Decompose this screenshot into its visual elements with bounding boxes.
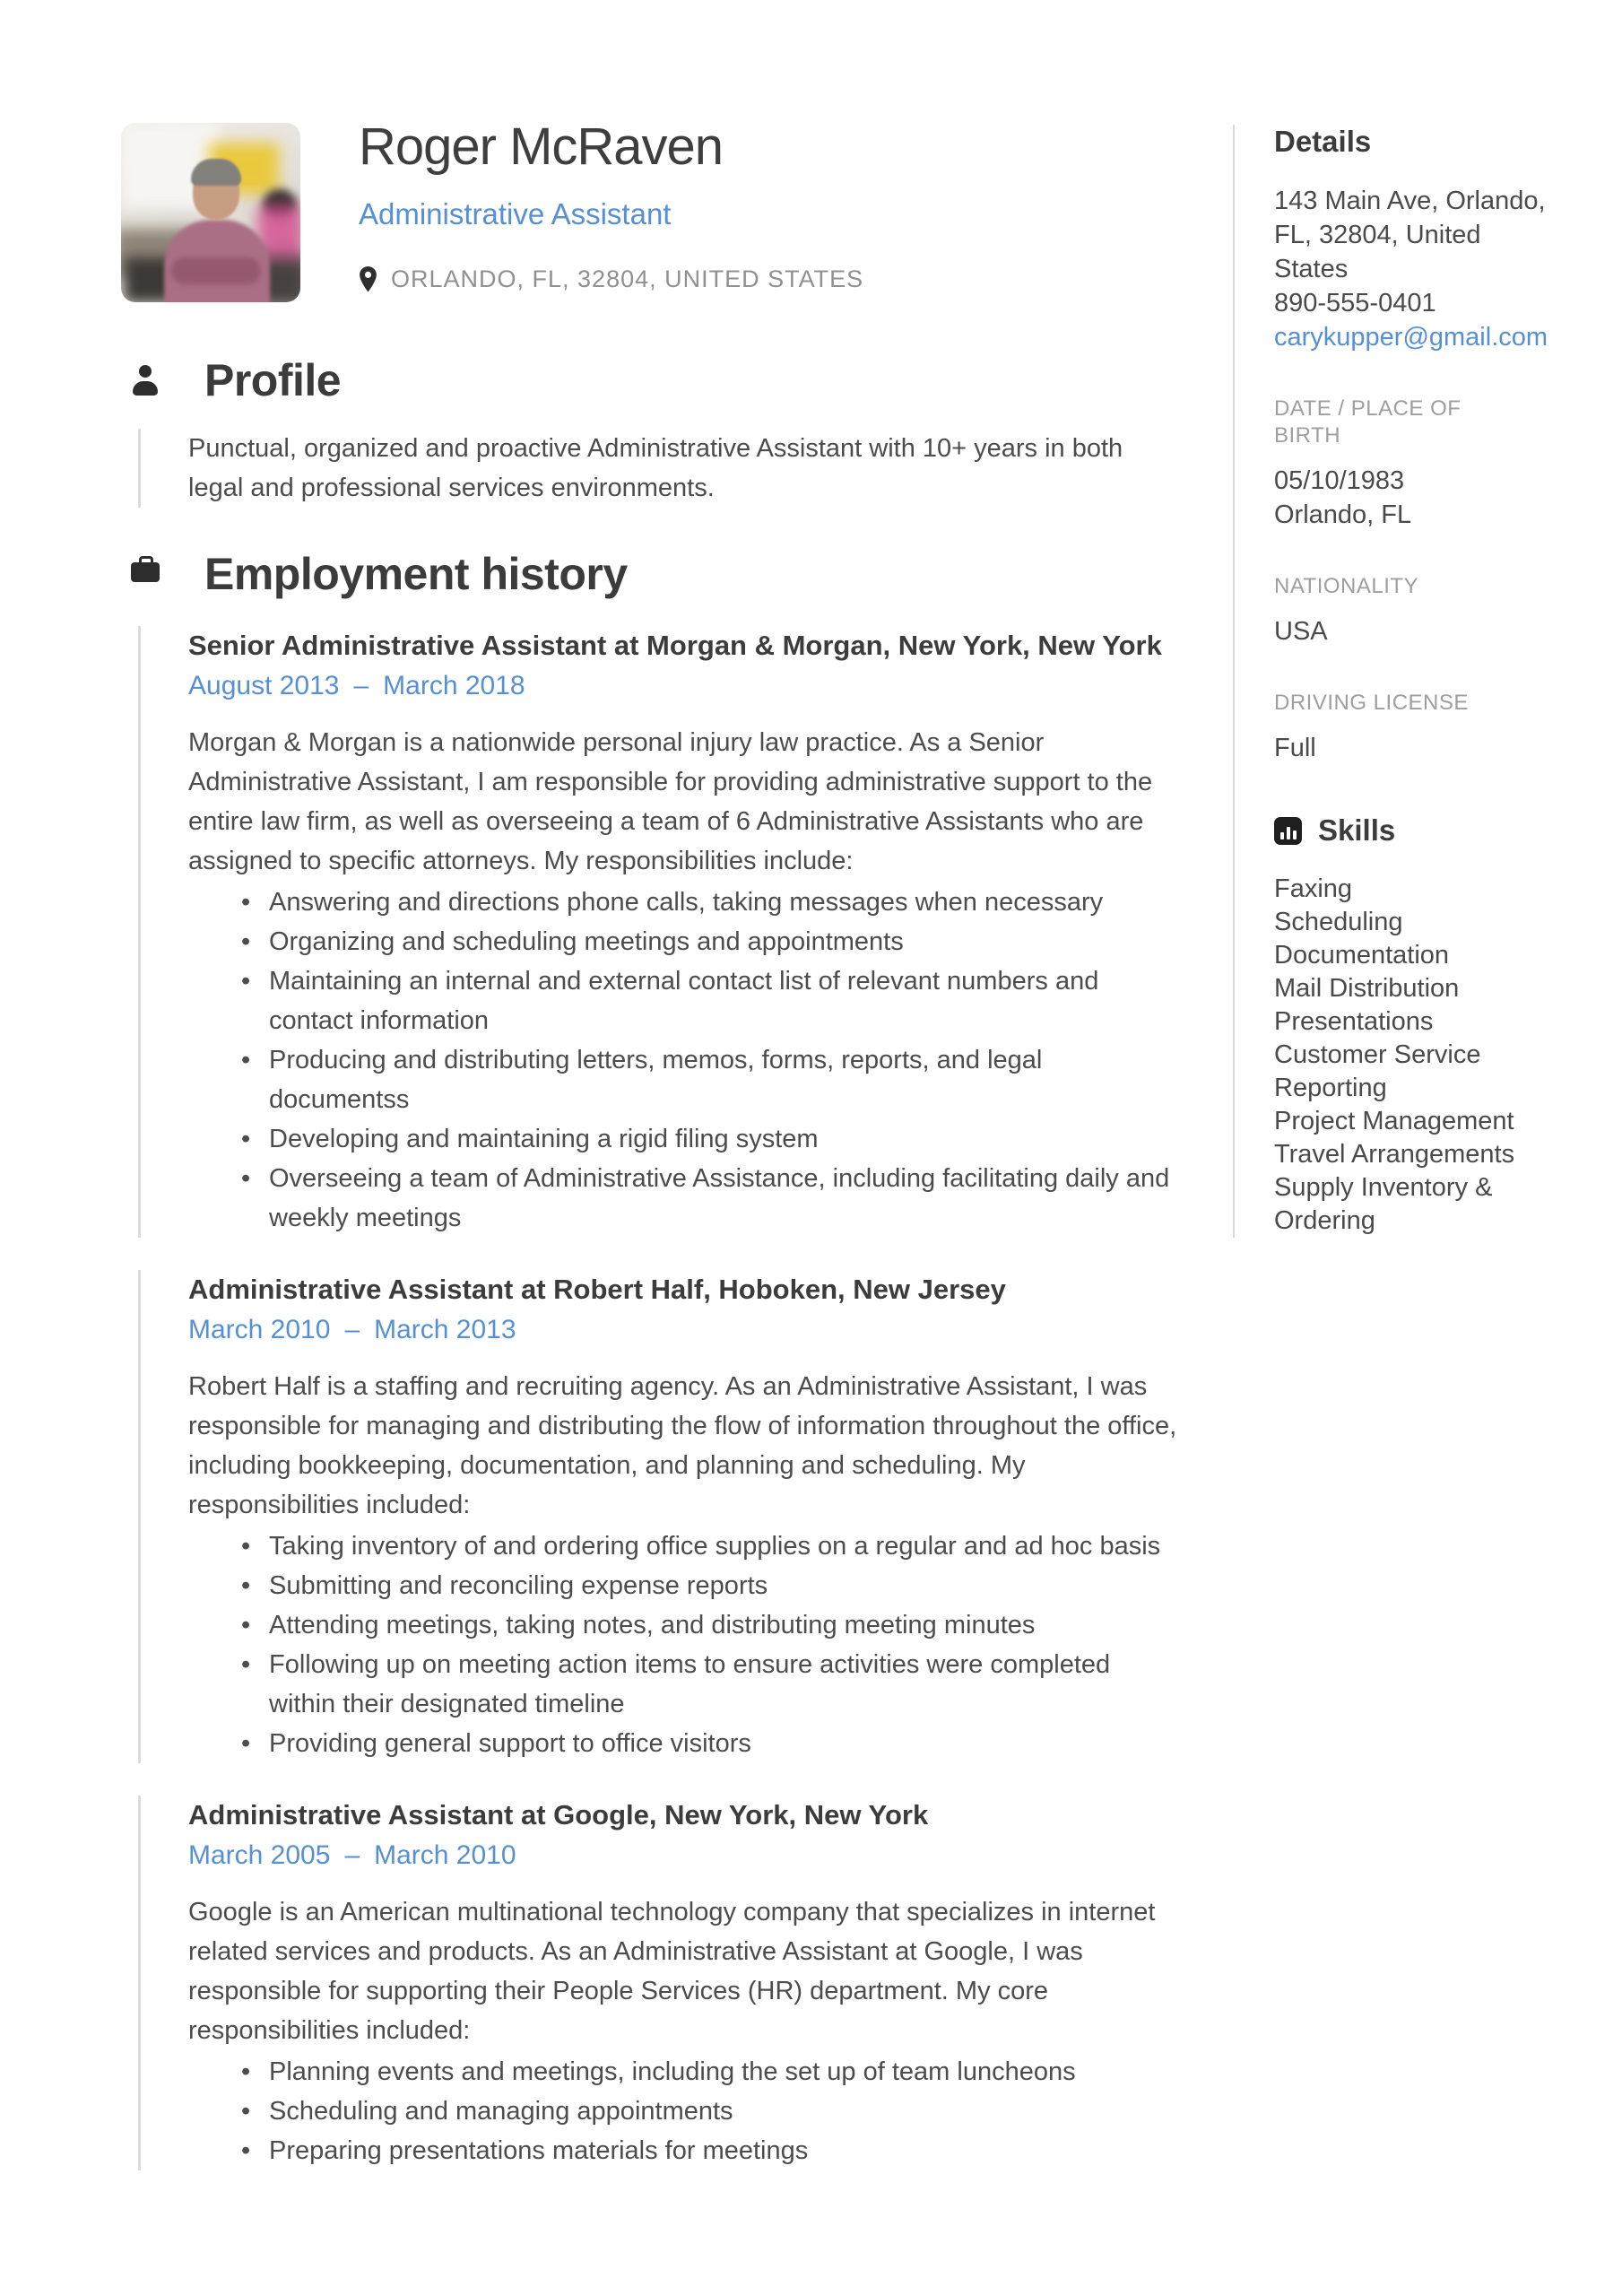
photo-person: [171, 257, 261, 284]
nationality-value: USA: [1274, 617, 1328, 646]
address-line: 143 Main Ave, Orlando,: [1274, 187, 1546, 215]
entry-description: Google is an American multinational technology company that specializes in internet related services and products. As an Administrative Assistant at Google, I was responsible for supporting their People Services (HR) department. My core responsibilities included:: [188, 1898, 1156, 2045]
entry-end-date: March 2013: [374, 1315, 516, 1344]
skill-item: Documentation: [1274, 941, 1450, 970]
address: [1274, 184, 1546, 286]
entry-bullets: [188, 883, 1184, 1238]
entry-bullet: • Scheduling and managing appointments: [269, 2092, 1184, 2131]
skills-section-heading: [1274, 813, 1529, 848]
entry-bullet: • Maintaining an internal and external contact list of relevant numbers and contact information: [269, 961, 1184, 1040]
candidate-name: Roger McRaven: [359, 117, 724, 176]
skill-item: Customer Service: [1274, 1040, 1481, 1069]
entry-bullet: • Overseeing a team of Administrative Assistance, including facilitating daily and weekly meetings: [269, 1159, 1184, 1238]
entry-title: Senior Administrative Assistant at Morgan & Morgan, New York, New York: [188, 630, 1162, 661]
birth-place: Orlando, FL: [1274, 500, 1412, 529]
skills-heading-label: Skills: [1318, 813, 1396, 847]
driving-license-label: DRIVING LICENSE: [1274, 691, 1469, 715]
candidate-location: ORLANDO, FL, 32804, UNITED STATES: [391, 265, 864, 292]
entry-bullet: • Taking inventory of and ordering office supplies on a regular and ad hoc basis: [269, 1526, 1184, 1566]
nationality-label: NATIONALITY: [1274, 574, 1419, 598]
map-pin-icon: [359, 266, 377, 292]
employment-entry: [138, 1270, 1205, 1763]
date-separator: –: [344, 1840, 360, 1870]
header: [359, 118, 863, 293]
skill-item: Faxing: [1274, 874, 1353, 903]
entry-bullet: • Organizing and scheduling meetings and appointments: [269, 922, 1184, 961]
entry-description: Morgan & Morgan is a nationwide personal injury law practice. As a Senior Administrative Assistant, I am responsible for providing administrative support to the entire law firm, as well as overseeing a team of 6 Administrative Assistants who are assigned to specific attorneys. My responsibilities include:: [188, 728, 1153, 875]
photo-person: [191, 159, 241, 186]
profile-photo: [121, 123, 300, 302]
entry-bullet: • Following up on meeting action items to ensure activities were completed within their designated timeline: [269, 1645, 1184, 1724]
driving-license-value: Full: [1274, 734, 1316, 762]
employment-section-heading: [138, 549, 1205, 599]
main-column: [138, 355, 1205, 2170]
entry-title: Administrative Assistant at Google, New York, New York: [188, 1799, 929, 1831]
entry-bullet: • Attending meetings, taking notes, and distributing meeting minutes: [269, 1605, 1184, 1645]
entry-start-date: August 2013: [188, 671, 340, 700]
details-heading: Details: [1274, 125, 1372, 158]
entry-dates: [188, 1839, 1205, 1873]
entry-bullet: • Answering and directions phone calls, taking messages when necessary: [269, 883, 1184, 922]
birth-date: 05/10/1983: [1274, 466, 1405, 495]
skills-list: [1274, 873, 1529, 1238]
entry-bullet: • Developing and maintaining a rigid filing system: [269, 1119, 1184, 1159]
email-link[interactable]: carykupper@gmail.com: [1274, 323, 1548, 352]
entry-bullets: [188, 1526, 1184, 1763]
entry-bullet: • Providing general support to office visitors: [269, 1724, 1184, 1763]
address-line: States: [1274, 255, 1349, 283]
location-row: [359, 265, 863, 293]
bar-chart-icon: [1274, 817, 1302, 845]
skill-item: Mail Distribution: [1274, 974, 1460, 1003]
employment-entry: [138, 1796, 1205, 2170]
phone-number: 890-555-0401: [1274, 289, 1436, 317]
birth-label: DATE / PLACE OF BIRTH: [1274, 396, 1462, 448]
entry-bullet: • Producing and distributing letters, memos, forms, reports, and legal documentss: [269, 1040, 1184, 1119]
sidebar: [1233, 125, 1548, 1238]
profile-text: Punctual, organized and proactive Administrative Assistant with 10+ years in both legal and professional services environments.: [138, 429, 1157, 508]
person-icon: [129, 364, 161, 396]
skill-item: Presentations: [1274, 1007, 1434, 1036]
entry-start-date: March 2010: [188, 1315, 331, 1344]
briefcase-icon: [129, 556, 161, 587]
employment-entry: [138, 626, 1205, 1238]
skill-item: Reporting: [1274, 1074, 1387, 1102]
entry-dates: [188, 669, 1205, 703]
skill-item: Travel Arrangements: [1274, 1140, 1515, 1169]
employment-entries: [138, 626, 1205, 2170]
entry-bullets: [188, 2052, 1184, 2170]
date-separator: –: [353, 671, 369, 700]
employment-heading-label: Employment history: [204, 549, 628, 599]
entry-start-date: March 2005: [188, 1840, 331, 1870]
entry-description: Robert Half is a staffing and recruiting agency. As an Administrative Assistant, I was responsible for managing and distributing the flow of information throughout the office, including bookkeeping, documentation, and planning and scheduling. My responsibilities included:: [188, 1372, 1177, 1519]
entry-end-date: March 2018: [383, 671, 525, 700]
address-line: FL, 32804, United: [1274, 221, 1481, 249]
profile-section-heading: [138, 355, 1205, 405]
entry-dates: [188, 1313, 1205, 1347]
profile-heading-label: Profile: [204, 355, 342, 405]
entry-bullet: • Submitting and reconciling expense reports: [269, 1566, 1184, 1605]
skill-item: Scheduling: [1274, 908, 1403, 936]
candidate-job-title: Administrative Assistant: [359, 197, 672, 230]
entry-bullet: • Preparing presentations materials for meetings: [269, 2131, 1184, 2170]
skill-item: Project Management: [1274, 1107, 1514, 1135]
entry-end-date: March 2010: [374, 1840, 516, 1870]
date-separator: –: [344, 1315, 360, 1344]
skill-item: Supply Inventory & Ordering: [1274, 1173, 1493, 1235]
entry-title: Administrative Assistant at Robert Half, Hoboken, New Jersey: [188, 1274, 1006, 1305]
entry-bullet: • Planning events and meetings, including the set up of team luncheons: [269, 2052, 1184, 2092]
